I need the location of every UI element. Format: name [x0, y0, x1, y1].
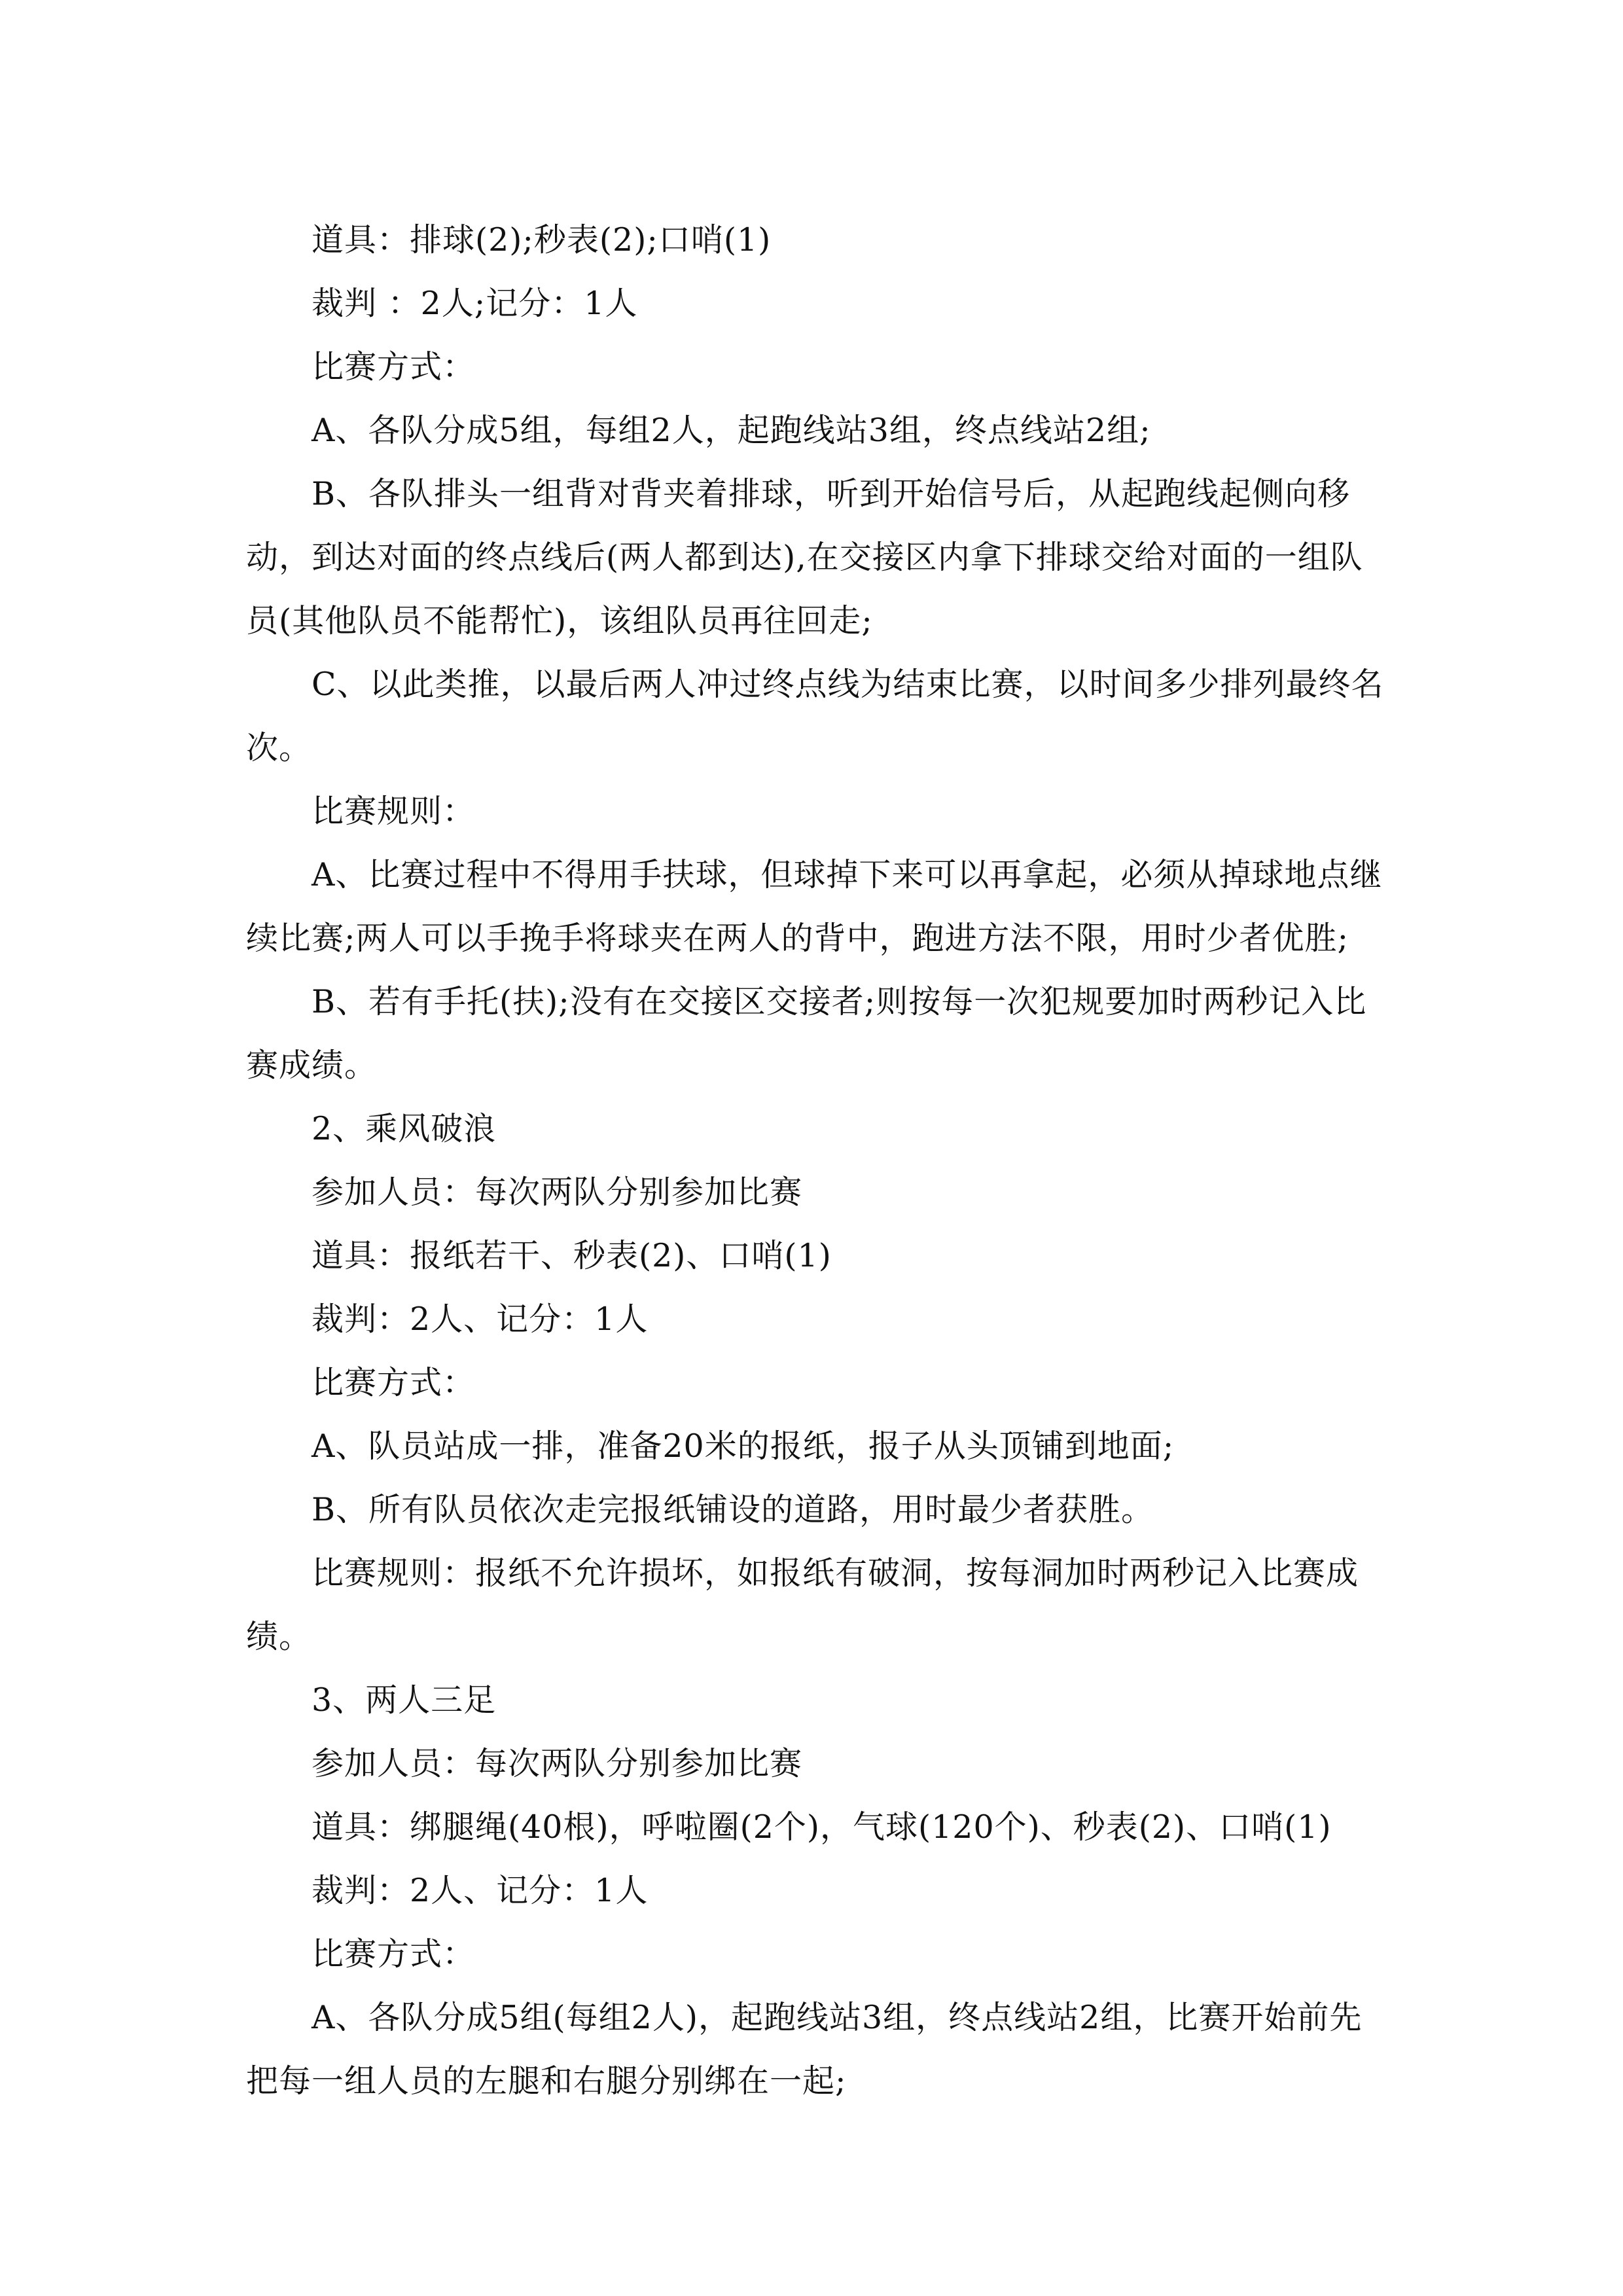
paragraph: 参加人员：每次两队分别参加比赛 — [312, 1174, 803, 1211]
paragraph: 裁判：2人、记分：1人 — [312, 1872, 649, 1909]
paragraph: 比赛方式： — [312, 348, 476, 386]
paragraph: 比赛方式： — [312, 1364, 476, 1401]
paragraph: 比赛规则：报纸不允许损坏，如报纸有破洞，按每洞加时两秒记入比赛成绩。 — [246, 1554, 1359, 1655]
paragraph: 道具：排球(2);秒表(2);口哨(1) — [312, 221, 772, 259]
paragraph: 裁判 ：2人;记分：1人 — [312, 285, 638, 322]
paragraph: A、队员站成一排，准备20米的报纸，报子从头顶铺到地面; — [312, 1427, 1175, 1465]
paragraph: 参加人员：每次两队分别参加比赛 — [312, 1745, 803, 1782]
paragraph: B、若有手托(扶);没有在交接区交接者;则按每一次犯规要加时两秒记入比赛成绩。 — [246, 983, 1367, 1084]
paragraph: B、所有队员依次走完报纸铺设的道路，用时最少者获胜。 — [312, 1491, 1154, 1528]
section-heading: 2、乘风破浪 — [312, 1110, 497, 1147]
paragraph: A、各队分成5组，每组2人，起跑线站3组，终点线站2组; — [312, 412, 1151, 449]
paragraph: 比赛规则： — [312, 793, 476, 830]
paragraph: 道具：报纸若干、秒表(2)、口哨(1) — [312, 1237, 832, 1274]
paragraph: 比赛方式： — [312, 1935, 476, 1973]
paragraph: B、各队排头一组背对背夹着排球，听到开始信号后，从起跑线起侧向移动，到达对面的终点线后(两人都到达),在交接区内拿下排球交给对面的一组队员(其他队员不能帮忙)，该组队员再往回走; — [246, 475, 1363, 639]
paragraph: A、比赛过程中不得用手扶球，但球掉下来可以再拿起，必须从掉球地点继续比赛;两人可以手挽手将球夹在两人的背中，跑进方法不限，用时少者优胜; — [246, 856, 1383, 957]
paragraph: 道具：绑腿绳(40根)，呼啦圈(2个)，气球(120个)、秒表(2)、口哨(1) — [312, 1808, 1332, 1846]
document-body — [246, 208, 1385, 2113]
section-heading: 3、两人三足 — [312, 1681, 497, 1719]
paragraph: A、各队分成5组(每组2人)，起跑线站3组，终点线站2组，比赛开始前先把每一组人员的左腿和右腿分别绑在一起; — [246, 1999, 1363, 2100]
paragraph: C、以此类推，以最后两人冲过终点线为结束比赛，以时间多少排列最终名次。 — [246, 666, 1384, 766]
paragraph: 裁判：2人、记分：1人 — [312, 1300, 649, 1338]
